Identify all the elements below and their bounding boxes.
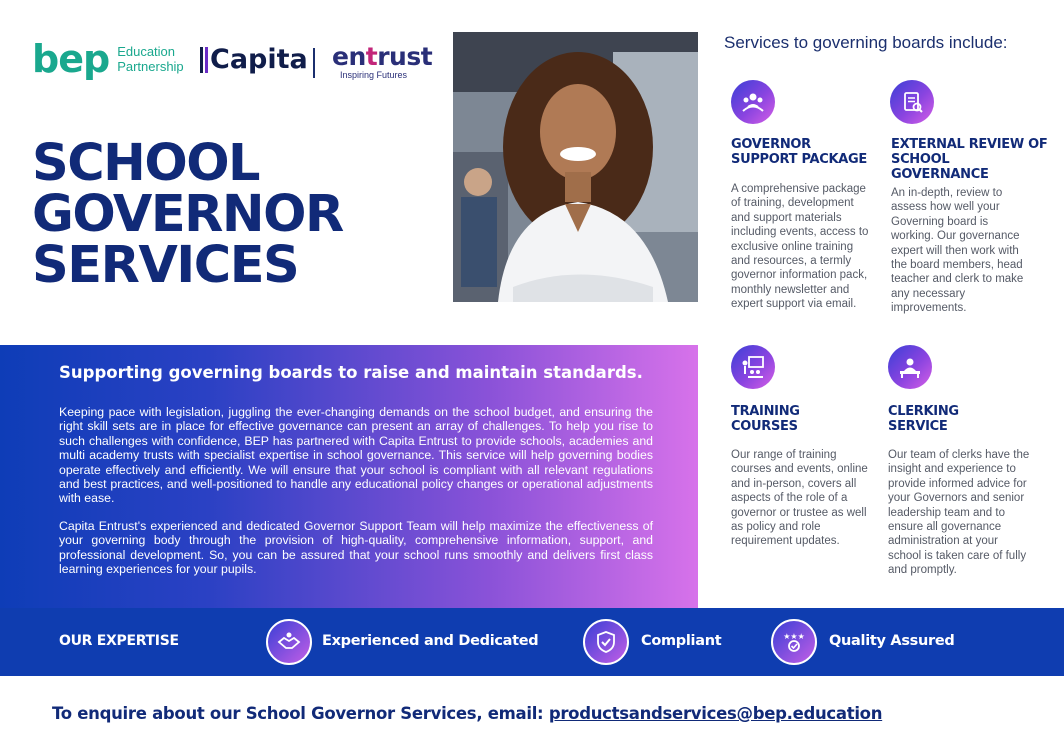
page-title — [32, 134, 343, 295]
clerk-desk-icon — [888, 345, 932, 389]
people-support-icon — [731, 80, 775, 124]
email-link[interactable]: productsandservices@bep.education — [548, 704, 883, 723]
svc2-desc-line: working. Our governance — [891, 230, 1020, 243]
svc3-desc-line: courses and events, online — [731, 463, 868, 476]
svc1-desc-line: and resources, a termly — [731, 255, 852, 268]
quality-badge-icon — [771, 619, 817, 665]
svc4-title-line: CLERKING — [888, 404, 959, 419]
svc1-title-line: GOVERNOR — [731, 137, 811, 152]
svc3-desc-line: as policy and role — [731, 521, 821, 534]
entrust-logo — [332, 44, 432, 80]
svc2-desc-line: the board members, head — [891, 259, 1023, 272]
training-courses-title — [731, 404, 800, 434]
svc1-desc-line: exclusive online training — [731, 240, 854, 253]
entrust-logo-text — [332, 44, 432, 69]
entrust-logo-part2: t — [365, 42, 378, 71]
title-line-2: GOVERNOR — [32, 185, 343, 244]
svc1-title-line: SUPPORT PACKAGE — [731, 152, 867, 167]
svc3-desc-line: requirement updates. — [731, 535, 840, 548]
svc1-desc-line: and support materials — [731, 211, 842, 224]
entrust-tagline: Inspiring Futures — [340, 70, 408, 80]
svc4-desc-line: your Governors and senior — [888, 492, 1025, 505]
shield-check-icon — [583, 619, 629, 665]
governor-support-package-title — [731, 137, 867, 167]
expertise-label: OUR EXPERTISE — [59, 633, 179, 649]
svc2-desc-line: assess how well your — [891, 201, 1000, 214]
svc2-desc-line: teacher and clerk to make — [891, 273, 1024, 286]
expertise-bar — [0, 608, 1064, 676]
svc2-desc-line: any necessary — [891, 287, 966, 300]
svc4-title-line: SERVICE — [888, 419, 948, 434]
svc2-desc-line: expert will then work with — [891, 244, 1019, 257]
svc4-desc-line: and promptly. — [888, 564, 957, 577]
svc3-title-line: COURSES — [731, 419, 798, 434]
svc3-desc-line: governor or trustee as well — [731, 506, 867, 519]
svc3-desc-line: aspects of the role of a — [731, 492, 848, 505]
svc4-desc-line: insight and experience to — [888, 463, 1016, 476]
clerking-service-title — [888, 404, 959, 434]
bep-logo-line2: Partnership — [117, 59, 184, 74]
svc4-desc-line: provide informed advice for — [888, 477, 1027, 490]
svc2-desc-line: improvements. — [891, 302, 967, 315]
band-paragraph-1: Keeping pace with legislation, juggling the ever-changing demands on the school budget, and ensuring the right skill sets are in place for effective governance can present an array of challenges. To help you rise to such challenges with confidence, BEP has partnered with Capita Entrust to provide schools, academies and multi academy trusts with specialist expertise in school governance. This service will help governing bodies operate effectively and efficiently. We will ensure that your school is compliant with all relevant regulations and best practices, and well-positioned to handle any educational policy changes or operational adjustments with ease. — [59, 405, 653, 506]
entrust-logo-part1: en — [332, 42, 366, 71]
experienced-dedicated-label: Experienced and Dedicated — [322, 633, 539, 649]
svc1-desc-line: of training, development — [731, 197, 854, 210]
bep-logo-mark: bep — [32, 37, 110, 81]
band-paragraph-2: Capita Entrust's experienced and dedicated Governor Support Team will help maximize the effectiveness of your governing body through the provision of high-quality, comprehensive information, support, and professional development. So, you can be assured that your school runs smoothly and delivers first class learning experiences for your pupils. — [59, 519, 653, 577]
svc4-desc-line: ensure all governance — [888, 521, 1002, 534]
bep-logo-line1: Education — [117, 44, 176, 59]
services-heading: Services to governing boards include: — [724, 33, 1008, 52]
band-heading: Supporting governing boards to raise and maintain standards. — [59, 363, 643, 382]
svc1-desc-line: governor information pack, — [731, 269, 868, 282]
svg-text:★★★: ★★★ — [783, 632, 805, 641]
title-line-1: SCHOOL — [32, 134, 260, 193]
capita-logo-text: Capita — [210, 44, 308, 75]
logo-divider — [313, 48, 315, 78]
svc3-title-line: TRAINING — [731, 404, 800, 419]
external-review-desc — [891, 186, 1023, 316]
compliant-label: Compliant — [641, 633, 722, 649]
bep-logo-text — [117, 44, 183, 74]
training-courses-desc — [731, 448, 868, 549]
governor-support-package-desc — [731, 182, 868, 312]
svc2-title-line: SCHOOL — [891, 152, 950, 167]
review-checklist-icon — [890, 80, 934, 124]
external-review-title — [891, 137, 1047, 182]
svc1-desc-line: monthly newsletter and — [731, 283, 850, 296]
clerking-service-desc — [888, 448, 1029, 578]
svc4-desc-line: administration at your — [888, 535, 998, 548]
enquiry-text: To enquire about our School Governor Services, email: — [52, 704, 549, 723]
svc4-desc-line: school is taken care of fully — [888, 549, 1027, 562]
professional-woman-photo — [453, 32, 698, 302]
capita-logo — [200, 44, 308, 75]
training-presentation-icon — [731, 345, 775, 389]
svc2-desc-line: An in-depth, review to — [891, 187, 1003, 199]
svc1-desc-line: A comprehensive package — [731, 183, 866, 195]
quality-assured-label: Quality Assured — [829, 633, 955, 649]
entrust-logo-part3: rust — [377, 42, 433, 71]
bep-logo — [32, 37, 184, 81]
svc4-desc-line: Our team of clerks have the — [888, 449, 1030, 461]
title-line-3: SERVICES — [32, 236, 299, 295]
svc2-title-line: GOVERNANCE — [891, 167, 989, 182]
svc4-desc-line: leadership team and to — [888, 506, 1005, 519]
capita-logo-mark — [200, 47, 208, 73]
enquiry-footer — [52, 704, 882, 723]
svc3-desc-line: and in-person, covers all — [731, 477, 857, 490]
intro-band — [0, 345, 698, 608]
handshake-icon — [266, 619, 312, 665]
svc2-title-line: EXTERNAL REVIEW OF — [891, 137, 1048, 152]
svc1-desc-line: including events, access to — [731, 226, 869, 239]
svc2-desc-line: Governing board is — [891, 215, 989, 228]
svc1-desc-line: expert support via email. — [731, 298, 857, 311]
svc3-desc-line: Our range of training — [731, 449, 837, 461]
